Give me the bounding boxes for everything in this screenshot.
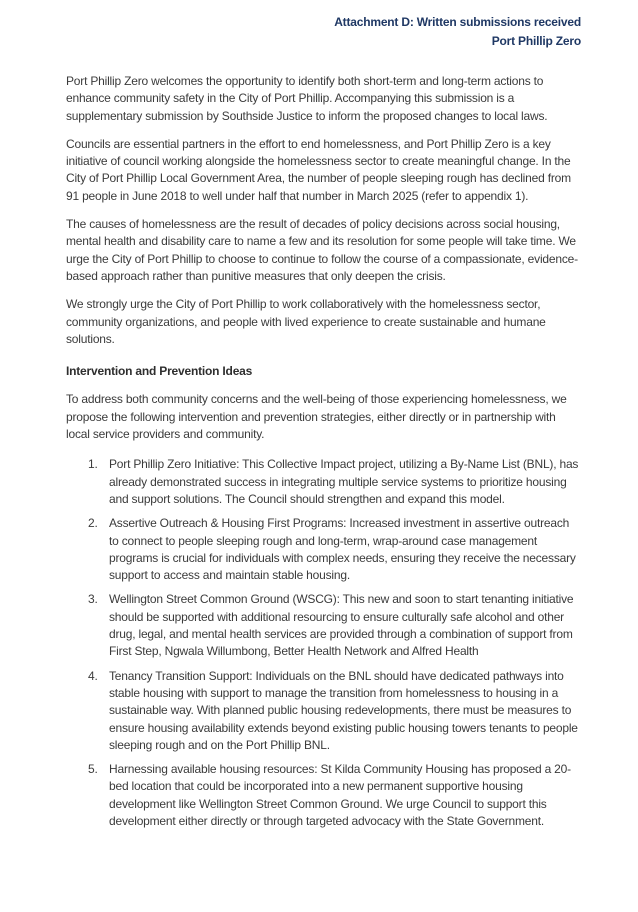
document-header <box>66 13 581 51</box>
list-item-tenancy-transition-support <box>66 668 581 754</box>
paragraph-urge-collaboration: We strongly urge the City of Port Phillip to work collaboratively with the homelessness sector, community organizations, and people with lived experience to create sustainable and humane solutions. <box>66 297 546 346</box>
list-item-text: Tenancy Transition Support: Individuals on the BNL should have dedicated pathways into stable housing with support to manage the transition from homelessness to housing in a sustainable way. With planned public housing redevelopments, there must be measures to ensure housing availability extends beyond existing public housing towers tenants to people sleeping rough and on the Port Phillip BNL. <box>109 668 578 752</box>
list-item-text: Harnessing available housing resources: St Kilda Community Housing has proposed a 20-bed location that could be incorporated into a new permanent supportive housing development like Wellington Street Common Ground. We urge Council to support this development either directly or through targeted advocacy with the State Government. <box>109 762 571 828</box>
list-item-port-phillip-zero-initiative <box>66 456 581 508</box>
paragraph-intro-strategies: To address both community concerns and the well-being of those experiencing homelessness, we propose the following intervention and prevention strategies, either directly or in partnership with local service providers and community. <box>66 392 567 442</box>
paragraph-councils-partners: Councils are essential partners in the effort to end homelessness, and Port Phillip Zero is a key initiative of council working alongside the homelessness sector to create meaningful change. In the City of Port Phillip Local Government Area, the number of people sleeping rough has declined from 91 people in June 2018 to well under half that number in March 2025 (refer to appendix 1). <box>66 136 571 203</box>
list-item-wellington-street-common-ground <box>66 591 581 660</box>
list-item-text: Assertive Outreach & Housing First Programs: Increased investment in assertive outreach to connect to people sleeping rough and long-term, wrap-around case management programs is crucial for individuals with complex needs, ensuring they receive the necessary support to access and maintain stable housing. <box>109 516 576 583</box>
paragraph-causes: The causes of homelessness are the result of decades of policy decisions across social housing, mental health and disability care to name a few and its resolution for some people will take time. We urge the City of Port Phillip to choose to continue to follow the course of a compassionate, evidence-based approach rather than punitive measures that only deepen the crisis. <box>66 217 578 283</box>
list-item-number: 4. <box>88 668 98 683</box>
paragraph-welcome: Port Phillip Zero welcomes the opportunity to identify both short-term and long-term actions to enhance community safety in the City of Port Phillip. Accompanying this submission is a supplementary submission by Southside Justice to inform the proposed changes to local laws. <box>66 74 548 123</box>
intervention-list <box>66 456 581 830</box>
list-item-text: Wellington Street Common Ground (WSCG): This new and soon to start tenanting initiative should be supported with additional resourcing to ensure culturally safe alcohol and other drug, legal, and mental health services are provided through a combination of support from First Step, Ngwala Willumbong, Better Health Network and Alfred Health <box>109 592 574 659</box>
list-item-harnessing-housing-resources <box>66 761 581 830</box>
list-item-text: Port Phillip Zero Initiative: This Collective Impact project, utilizing a By-Name List (BNL), has already demonstrated success in integrating multiple service systems to prioritize housing and support solutions. The Council should strengthen and expand this model. <box>109 457 579 506</box>
section-heading-intervention: Intervention and Prevention Ideas <box>66 364 253 379</box>
list-item-number: 1. <box>88 457 98 472</box>
list-item-number: 3. <box>88 592 98 607</box>
list-item-number: 2. <box>88 516 98 531</box>
list-item-assertive-outreach <box>66 515 581 584</box>
header-attachment-title: Attachment D: Written submissions received <box>334 15 581 29</box>
list-item-number: 5. <box>88 762 98 777</box>
header-org-name: Port Phillip Zero <box>491 34 581 48</box>
